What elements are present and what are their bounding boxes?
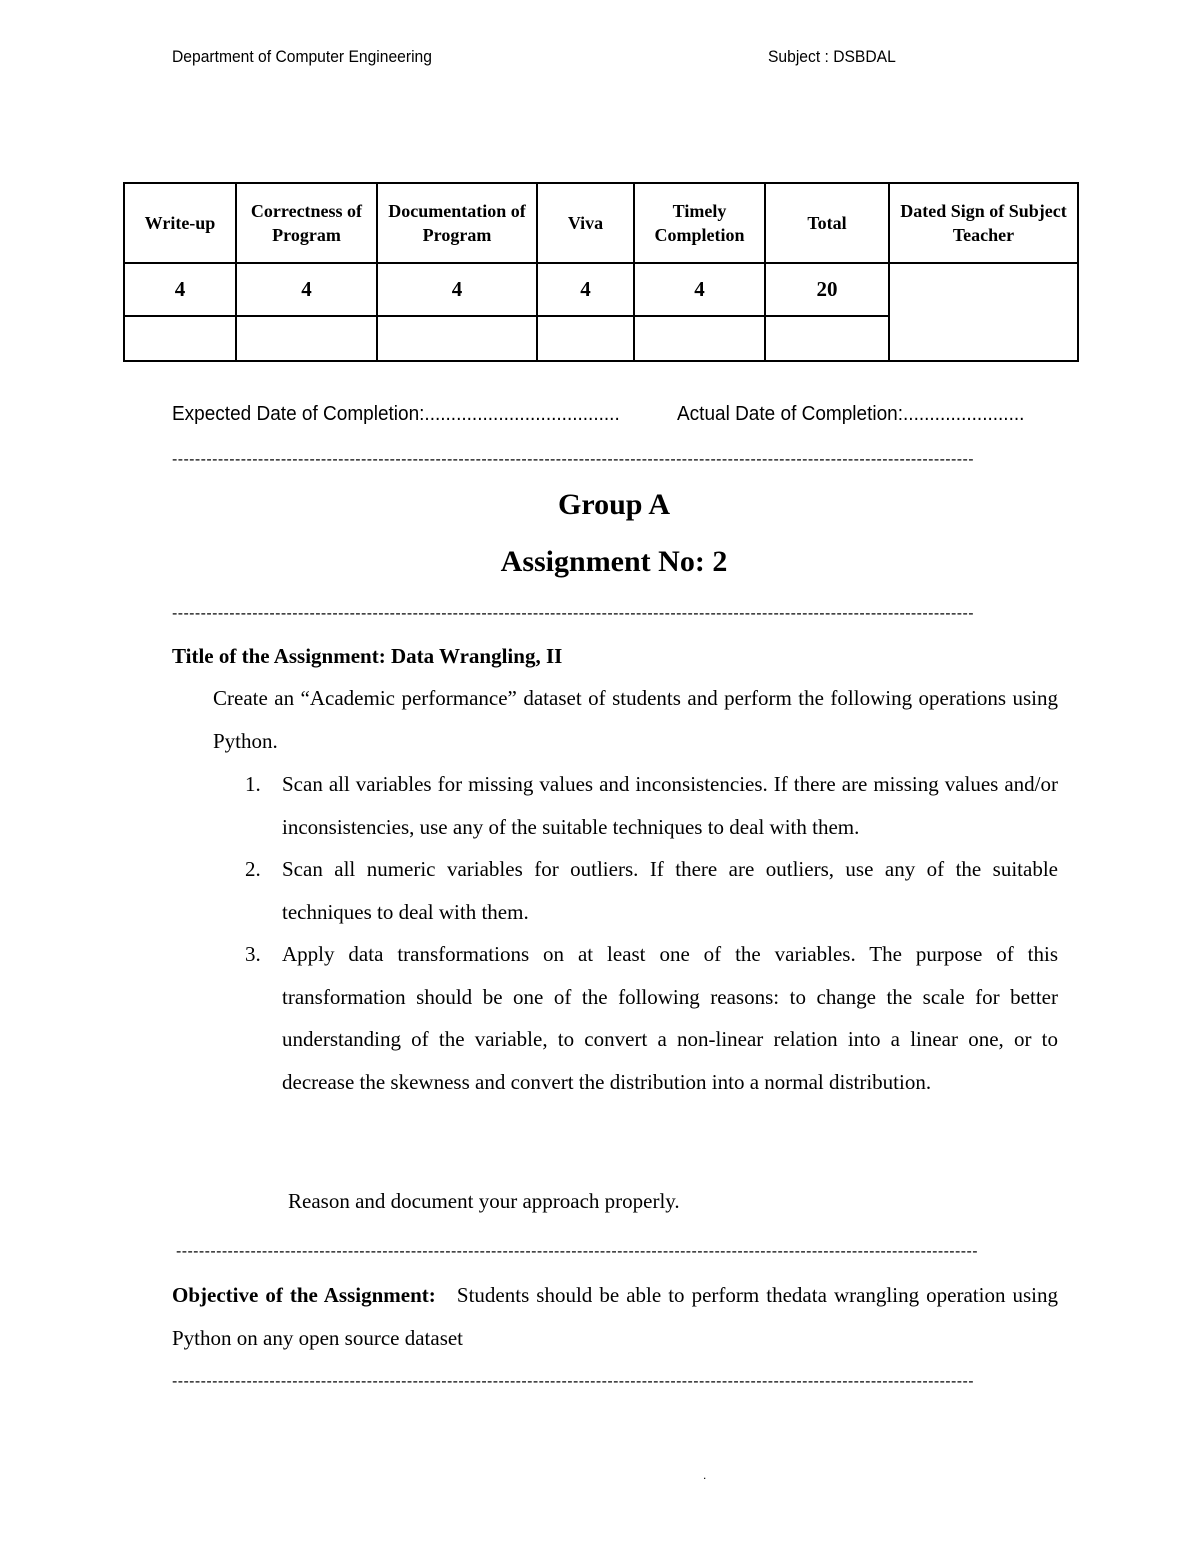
obt-viva bbox=[537, 316, 634, 361]
expected-date: Expected Date of Completion:..................................... bbox=[172, 403, 620, 425]
task-item bbox=[245, 763, 1058, 848]
max-writeup: 4 bbox=[124, 263, 236, 316]
subject-header: Subject : DSBDAL bbox=[768, 47, 896, 66]
task-text: Apply data transformations on at least one of the variables. The purpose of this transformation should be one of the following reasons: to change the scale for better understanding of the variable, to convert a non-linear relation into a linear one, or to decrease the skewness and convert the distribution into a normal distribution. bbox=[282, 942, 1058, 1094]
department-header: Department of Computer Engineering bbox=[172, 47, 432, 66]
max-correctness: 4 bbox=[236, 263, 377, 316]
obt-documentation bbox=[377, 316, 537, 361]
task-number: 2. bbox=[245, 857, 261, 881]
max-documentation: 4 bbox=[377, 263, 537, 316]
task-list bbox=[245, 763, 1058, 1103]
col-viva: Viva bbox=[537, 183, 634, 263]
objective-paragraph bbox=[172, 1274, 1058, 1360]
col-total: Total bbox=[765, 183, 889, 263]
assignment-title: Assignment No: 2 bbox=[500, 545, 728, 578]
actual-date: Actual Date of Completion:....................... bbox=[677, 403, 1025, 425]
obt-timely bbox=[634, 316, 765, 361]
obt-total bbox=[765, 316, 889, 361]
col-documentation: Documentation of Program bbox=[377, 183, 537, 263]
max-viva: 4 bbox=[537, 263, 634, 316]
task-text: Scan all variables for missing values and inconsistencies. If there are missing values and/or inconsistencies, use any of the suitable techniques to deal with them. bbox=[282, 772, 1058, 839]
task-item bbox=[245, 848, 1058, 933]
task-number: 1. bbox=[245, 772, 261, 796]
teacher-sign-cell bbox=[889, 263, 1078, 361]
task-item bbox=[245, 933, 1058, 1103]
divider-1: -------------------------------------------------------------------------------------------------------------------------------------------- bbox=[172, 451, 974, 468]
col-timely: Timely Completion bbox=[634, 183, 765, 263]
task-number: 3. bbox=[245, 942, 261, 966]
obt-writeup bbox=[124, 316, 236, 361]
max-timely: 4 bbox=[634, 263, 765, 316]
col-sign: Dated Sign of Subject Teacher bbox=[889, 183, 1078, 263]
group-title: Group A bbox=[558, 488, 670, 521]
objective-text: Students should be able to perform thedata wrangling operation using Python on any open source dataset bbox=[172, 1283, 1058, 1350]
max-marks-row bbox=[124, 263, 1078, 316]
divider-3: -------------------------------------------------------------------------------------------------------------------------------------------- bbox=[176, 1243, 978, 1260]
divider-2: -------------------------------------------------------------------------------------------------------------------------------------------- bbox=[172, 605, 974, 622]
col-writeup: Write-up bbox=[124, 183, 236, 263]
divider-4: -------------------------------------------------------------------------------------------------------------------------------------------- bbox=[172, 1373, 974, 1390]
intro-paragraph: Create an “Academic performance” dataset of students and perform the following operations using Python. bbox=[213, 686, 1058, 753]
marks-table bbox=[123, 182, 1079, 362]
reason-note: Reason and document your approach properly. bbox=[288, 1189, 680, 1213]
assignment-title-line: Title of the Assignment: Data Wrangling, II bbox=[172, 644, 563, 668]
marks-header-row bbox=[124, 183, 1078, 263]
objective-label: Objective of the Assignment: bbox=[172, 1283, 436, 1307]
task-text: Scan all numeric variables for outliers. If there are outliers, use any of the suitable techniques to deal with them. bbox=[282, 857, 1058, 924]
footer-mark: . bbox=[703, 1468, 707, 1482]
obt-correctness bbox=[236, 316, 377, 361]
col-correctness: Correctness of Program bbox=[236, 183, 377, 263]
max-total: 20 bbox=[765, 263, 889, 316]
